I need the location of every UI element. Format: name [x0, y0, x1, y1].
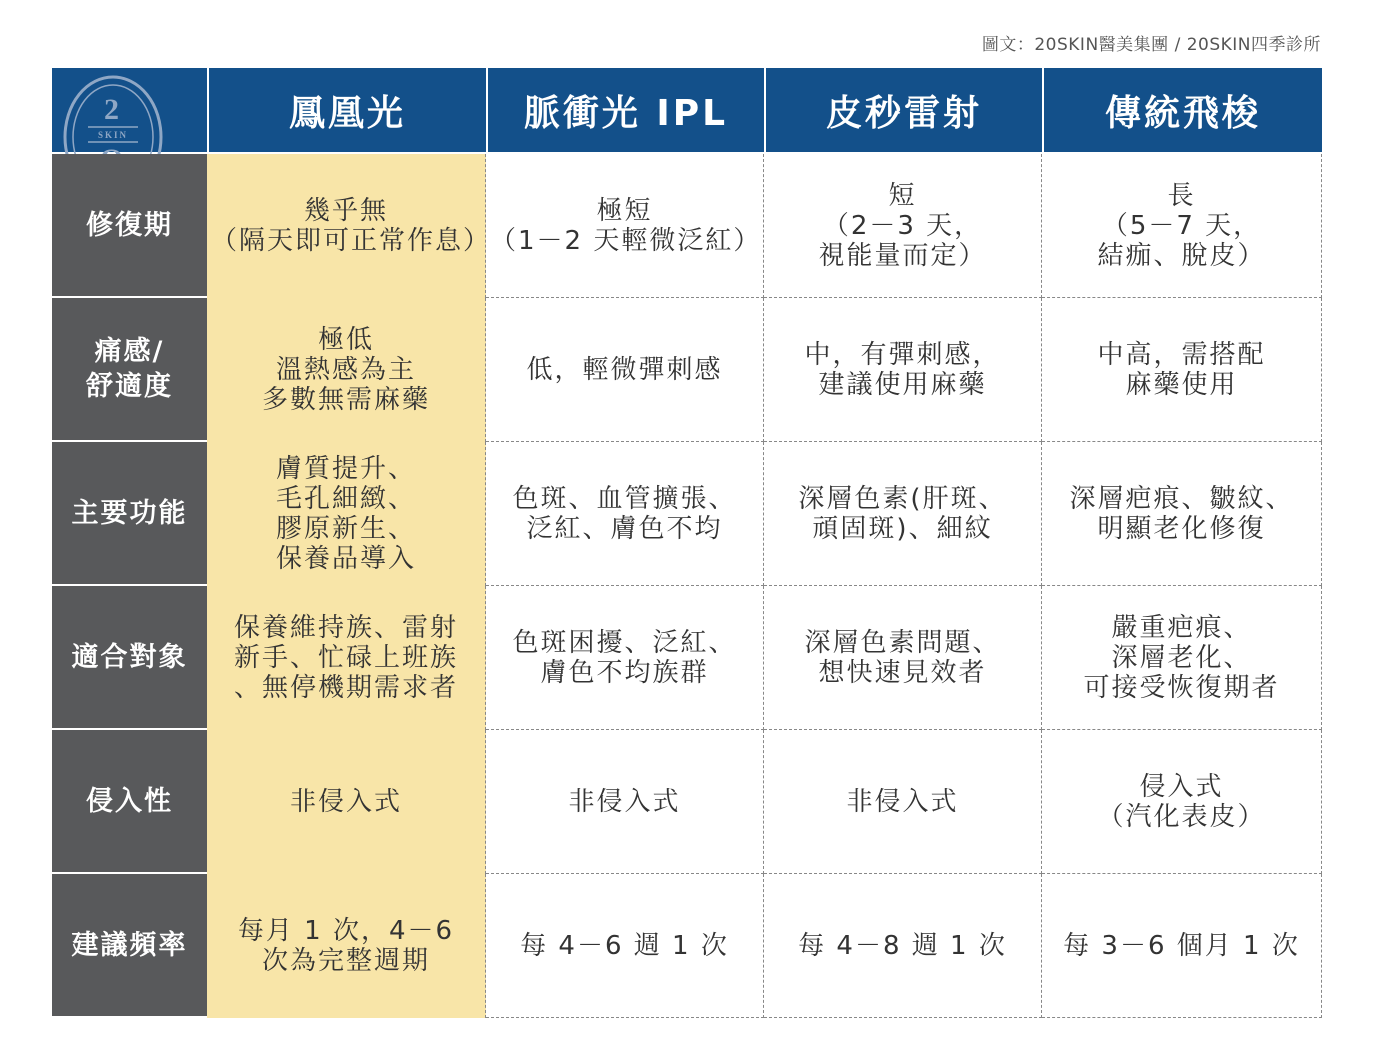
column-header-phoenix: 鳳凰光 — [207, 68, 486, 154]
column-header-fractional: 傳統飛梭 — [1042, 68, 1322, 154]
cell-text: 保養維持族、雷射 新手、忙碌上班族 、無停機期需求者 — [233, 613, 458, 703]
cell-text: 侵入式 （汽化表皮） — [1097, 771, 1266, 832]
cell-text: 極短 （1－2 天輕微泛紅） — [490, 195, 762, 256]
row-label: 痛感/ 舒適度 — [52, 298, 207, 442]
cell-text: 色斑困擾、泛紅、 膚色不均族群 — [512, 627, 737, 688]
column-header-picosecond: 皮秒雷射 — [764, 68, 1042, 154]
cell-text: 低，輕微彈刺感 — [526, 354, 723, 385]
cell-text: 短 （2－3 天， 視能量而定） — [818, 180, 987, 271]
table-cell-picosecond — [764, 442, 1042, 586]
cell-text: 中，有彈刺感， 建議使用麻藥 — [804, 339, 1001, 400]
cell-text: 每 4－8 週 1 次 — [798, 930, 1007, 961]
table-cell-phoenix — [207, 442, 486, 586]
table-cell-ipl — [486, 298, 764, 442]
cell-text: 深層疤痕、皺紋、 明顯老化修復 — [1069, 483, 1294, 544]
table-cell-phoenix — [207, 730, 486, 874]
row-label: 建議頻率 — [52, 874, 207, 1018]
table-cell-ipl — [486, 586, 764, 730]
cell-text: 色斑、血管擴張、 泛紅、膚色不均 — [512, 483, 737, 544]
table-cell-phoenix — [207, 298, 486, 442]
table-cell-phoenix — [207, 154, 492, 298]
cell-text: 深層色素問題、 想快速見效者 — [804, 627, 1001, 688]
cell-text: 極低 溫熱感為主 多數無需麻藥 — [261, 325, 430, 415]
table-cell-phoenix — [207, 874, 486, 1018]
cell-text: 膚質提升、 毛孔細緻、 膠原新生、 保養品導入 — [275, 454, 416, 574]
table-cell-ipl — [486, 730, 764, 874]
cell-text: 深層色素(肝斑、 頑固斑)、細紋 — [798, 483, 1007, 544]
cell-text: 非侵入式 — [289, 787, 402, 817]
table-cell-picosecond — [764, 298, 1042, 442]
row-label: 侵入性 — [52, 730, 207, 874]
table-cell-ipl — [486, 154, 764, 298]
table-cell-fractional — [1042, 730, 1322, 874]
row-label: 適合對象 — [52, 586, 207, 730]
table-cell-ipl — [486, 874, 764, 1018]
svg-text:SKIN: SKIN — [97, 130, 129, 140]
cell-text: 長 （5－7 天， 結痂、脫皮） — [1097, 180, 1266, 271]
row-label: 主要功能 — [52, 442, 207, 586]
cell-text: 嚴重疤痕、 深層老化、 可接受恢復期者 — [1083, 612, 1280, 703]
column-header-ipl: 脈衝光 IPL — [486, 68, 764, 154]
table-cell-fractional — [1042, 442, 1322, 586]
cell-text: 幾乎無 （隔天即可正常作息） — [211, 196, 492, 256]
cell-text: 每 3－6 個月 1 次 — [1063, 930, 1300, 961]
brand-logo-cell — [52, 68, 207, 154]
cell-text: 中高，需搭配 麻藥使用 — [1097, 339, 1266, 400]
table-cell-picosecond — [764, 154, 1042, 298]
table-cell-ipl — [486, 442, 764, 586]
table-cell-fractional — [1042, 586, 1322, 730]
table-cell-picosecond — [764, 586, 1042, 730]
cell-text: 每 4－6 週 1 次 — [520, 930, 729, 961]
svg-text:2: 2 — [104, 93, 122, 126]
row-label: 修復期 — [52, 154, 207, 298]
image-credit: 圖文：20SKIN醫美集團 / 20SKIN四季診所 — [981, 35, 1321, 55]
table-cell-fractional — [1042, 298, 1322, 442]
table-cell-fractional — [1042, 874, 1322, 1018]
table-cell-picosecond — [764, 730, 1042, 874]
table-cell-picosecond — [764, 874, 1042, 1018]
table-cell-fractional — [1042, 154, 1322, 298]
table-cell-phoenix — [207, 586, 486, 730]
cell-text: 每月 1 次，4－6 次為完整週期 — [237, 916, 455, 976]
cell-text: 非侵入式 — [846, 786, 959, 817]
brand-logo-icon — [58, 67, 168, 153]
cell-text: 非侵入式 — [568, 786, 681, 817]
comparison-table — [52, 68, 1322, 1016]
